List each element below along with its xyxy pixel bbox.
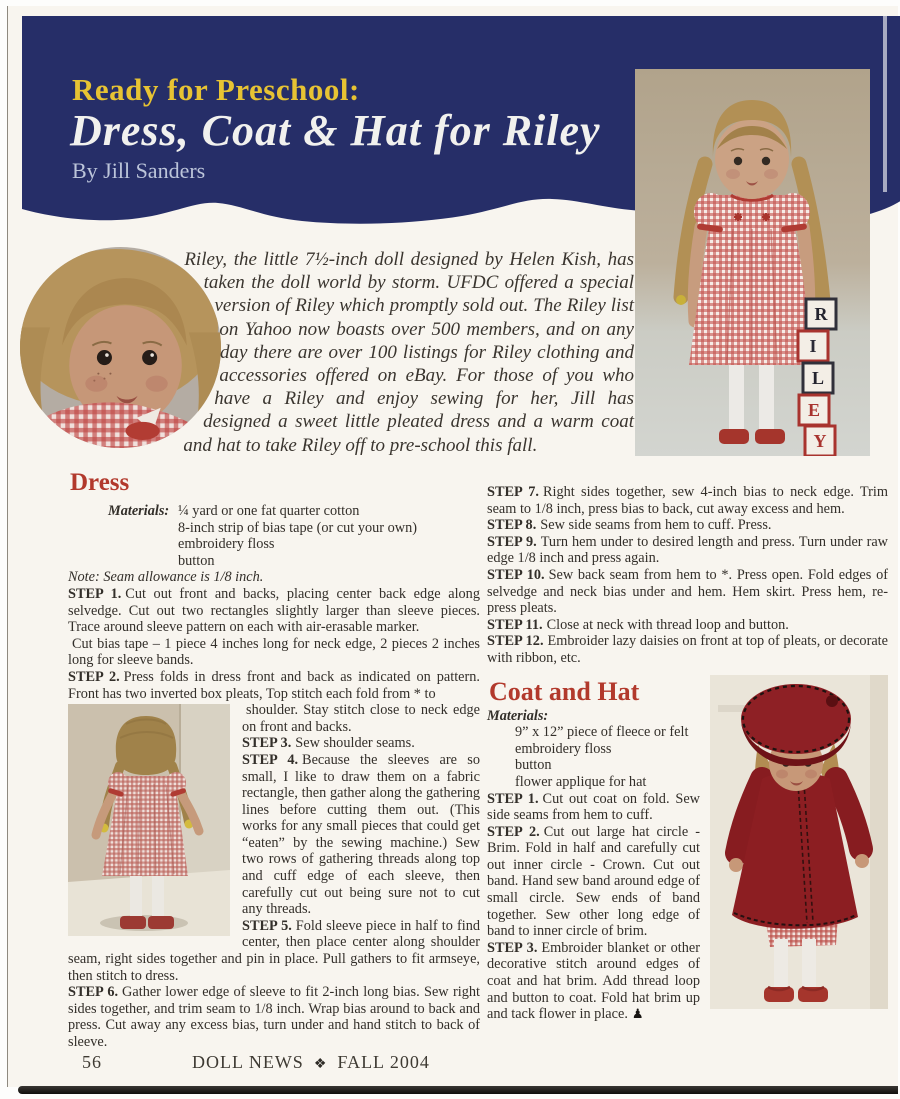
- article-byline: By Jill Sanders: [72, 158, 206, 183]
- material-item: button: [178, 552, 215, 569]
- dress-step-5: STEP 5. Fold sleeve piece in half to find center, then place center along shoulder seam, right sides together and pin in place. Pull gathers to fit armseye, then stitch to dress.: [68, 917, 481, 984]
- svg-text:I: I: [809, 336, 817, 356]
- material-item: flower applique for hat: [515, 773, 647, 790]
- coat-hat-heading: Coat and Hat: [489, 676, 640, 706]
- materials-label: Materials:: [487, 707, 549, 724]
- magazine-page: [8, 6, 898, 1087]
- dress-step-2: STEP 2. Press folds in dress front and back as indicated on pattern. Front has two inverted box pleats, Top stitch each fold from * to: [68, 668, 480, 702]
- svg-text:E: E: [807, 400, 821, 420]
- svg-text:L: L: [811, 368, 825, 388]
- end-of-article-icon: ♟: [631, 1006, 644, 1022]
- material-item: embroidery floss: [515, 740, 612, 757]
- dress-step-6: STEP 6. Gather lower edge of sleeve to fit 2-inch long bias. Sew right sides together, and trim seam to 1/8 inch. Wrap bias around to back and press. Cut away any excess bias, turn under and hand stitch to back of sleeve.: [68, 984, 480, 1050]
- doll-with-riley-blocks-photo: [635, 69, 870, 456]
- material-item: embroidery floss: [178, 536, 275, 553]
- dress-step-8: STEP 8. Sew side seams from hem to cuff. Press.: [487, 517, 772, 534]
- dress-step-2-cont: shoulder. Stay stitch close to neck edge on front and backs.: [242, 702, 480, 735]
- dress-step-9: STEP 9. Turn hem under to desired length and press. Turn under raw edge 1/8 inch and press again.: [487, 533, 889, 567]
- material-item: ¼ yard or one fat quarter cotton: [178, 503, 360, 519]
- material-item: 9” x 12” piece of fleece or felt: [515, 724, 689, 741]
- dress-step-3: STEP 3. Sew shoulder seams.: [242, 735, 415, 752]
- intro-text: Riley, the little 7½-inch doll designed by Helen Kish, has taken the doll world by storm. UFDC offered a special version of Riley which promptly sold out. The Riley list on Yahoo now boasts over 500 members, and on any day there are over 100 listings for Riley clothing and accessories offered on eBay. For those of you who have a Riley and enjoy sewing for her, Jill has designed a sweet little pleated dress and a warm coat and hat to take Riley off to pre-school this fall.: [183, 249, 634, 456]
- coat-step-3: STEP 3. Embroider blanket or other decorative stitch around edges of coat and hat brim. Add thread loop and button to coat. Fold hat brim up and tack flower in place. ♟: [487, 939, 700, 1023]
- dress-step-10: STEP 10. Sew back seam from hem to *. Press open. Fold edges of selvedge and neck bias under and hem. Hem skirt. Press hem, re-press pleats.: [487, 566, 888, 617]
- article-title: Dress, Coat & Hat for Riley: [70, 106, 601, 155]
- coat-step-1: STEP 1. Cut out coat on fold. Sew side seams from hem to cuff.: [487, 790, 700, 824]
- article-kicker: Ready for Preschool:: [72, 72, 360, 107]
- dress-step-1b: Cut bias tape – 1 piece 4 inches long for neck edge, 2 pieces 2 inches long for sleeve bands.: [68, 635, 480, 669]
- dress-heading: Dress: [70, 469, 130, 496]
- issue-label: FALL 2004: [337, 1052, 430, 1072]
- doll-coat-hat-photo: [710, 675, 888, 1009]
- svg-text:Y: Y: [813, 431, 827, 451]
- materials-list: [178, 503, 417, 569]
- page-bottom-edge: [18, 1086, 898, 1094]
- magazine-name: DOLL NEWS: [192, 1052, 304, 1072]
- dress-step-11: STEP 11. Close at neck with thread loop and button.: [487, 616, 789, 633]
- coat-step-2: STEP 2. Cut out large hat circle - Brim. Fold in half and carefully cut out inner circle - Crown. Cut out band. Hand sew band around edge of small circle. Sew ends of band together. Sew other long edge of band to inner circle of brim.: [487, 823, 700, 940]
- materials-label: Materials:: [108, 503, 170, 519]
- article-intro: [24, 248, 634, 472]
- doll-back-view-photo: [68, 704, 230, 936]
- material-item: 8-inch strip of bias tape (or cut your own): [178, 519, 418, 536]
- page-curl-highlight: [883, 16, 887, 192]
- dress-step-4: STEP 4. Because the sleeves are so small, I like to draw them on a fabric rectangle, then gather along the gathering lines before cutting them out. (This works for any small pieces that could get “eaten” by the sewing machine.) Sew two rows of gathering threads along top and cuff edge of each sleeve, then carefully cut out being sure not to cut any threads.: [242, 751, 481, 918]
- dress-step-12: STEP 12. Embroider lazy daisies on front at top of pleats, or decorate with ribbon, etc.: [487, 633, 889, 666]
- dress-section: [68, 470, 480, 1051]
- diamond-icon: ❖: [313, 1057, 328, 1072]
- svg-text:R: R: [814, 304, 828, 324]
- dress-step-7: STEP 7. Right sides together, sew 4-inch bias to neck edge. Trim seam to 1/8 inch, press bias to back, cut away excess and hem.: [487, 484, 889, 517]
- seam-note: Note: Seam allowance is 1/8 inch.: [68, 569, 264, 586]
- right-column: [487, 484, 888, 1023]
- dress-step-1: STEP 1. Cut out front and backs, placing center back edge along selvedge. Cut out two rectangles slightly larger than sleeve pieces. Trace around sleeve pattern on each with air-erasable marker.: [68, 585, 480, 636]
- page-footer: [82, 1052, 430, 1073]
- page-number: 56: [82, 1052, 102, 1072]
- material-item: button: [515, 757, 552, 774]
- dress-materials: [108, 503, 480, 569]
